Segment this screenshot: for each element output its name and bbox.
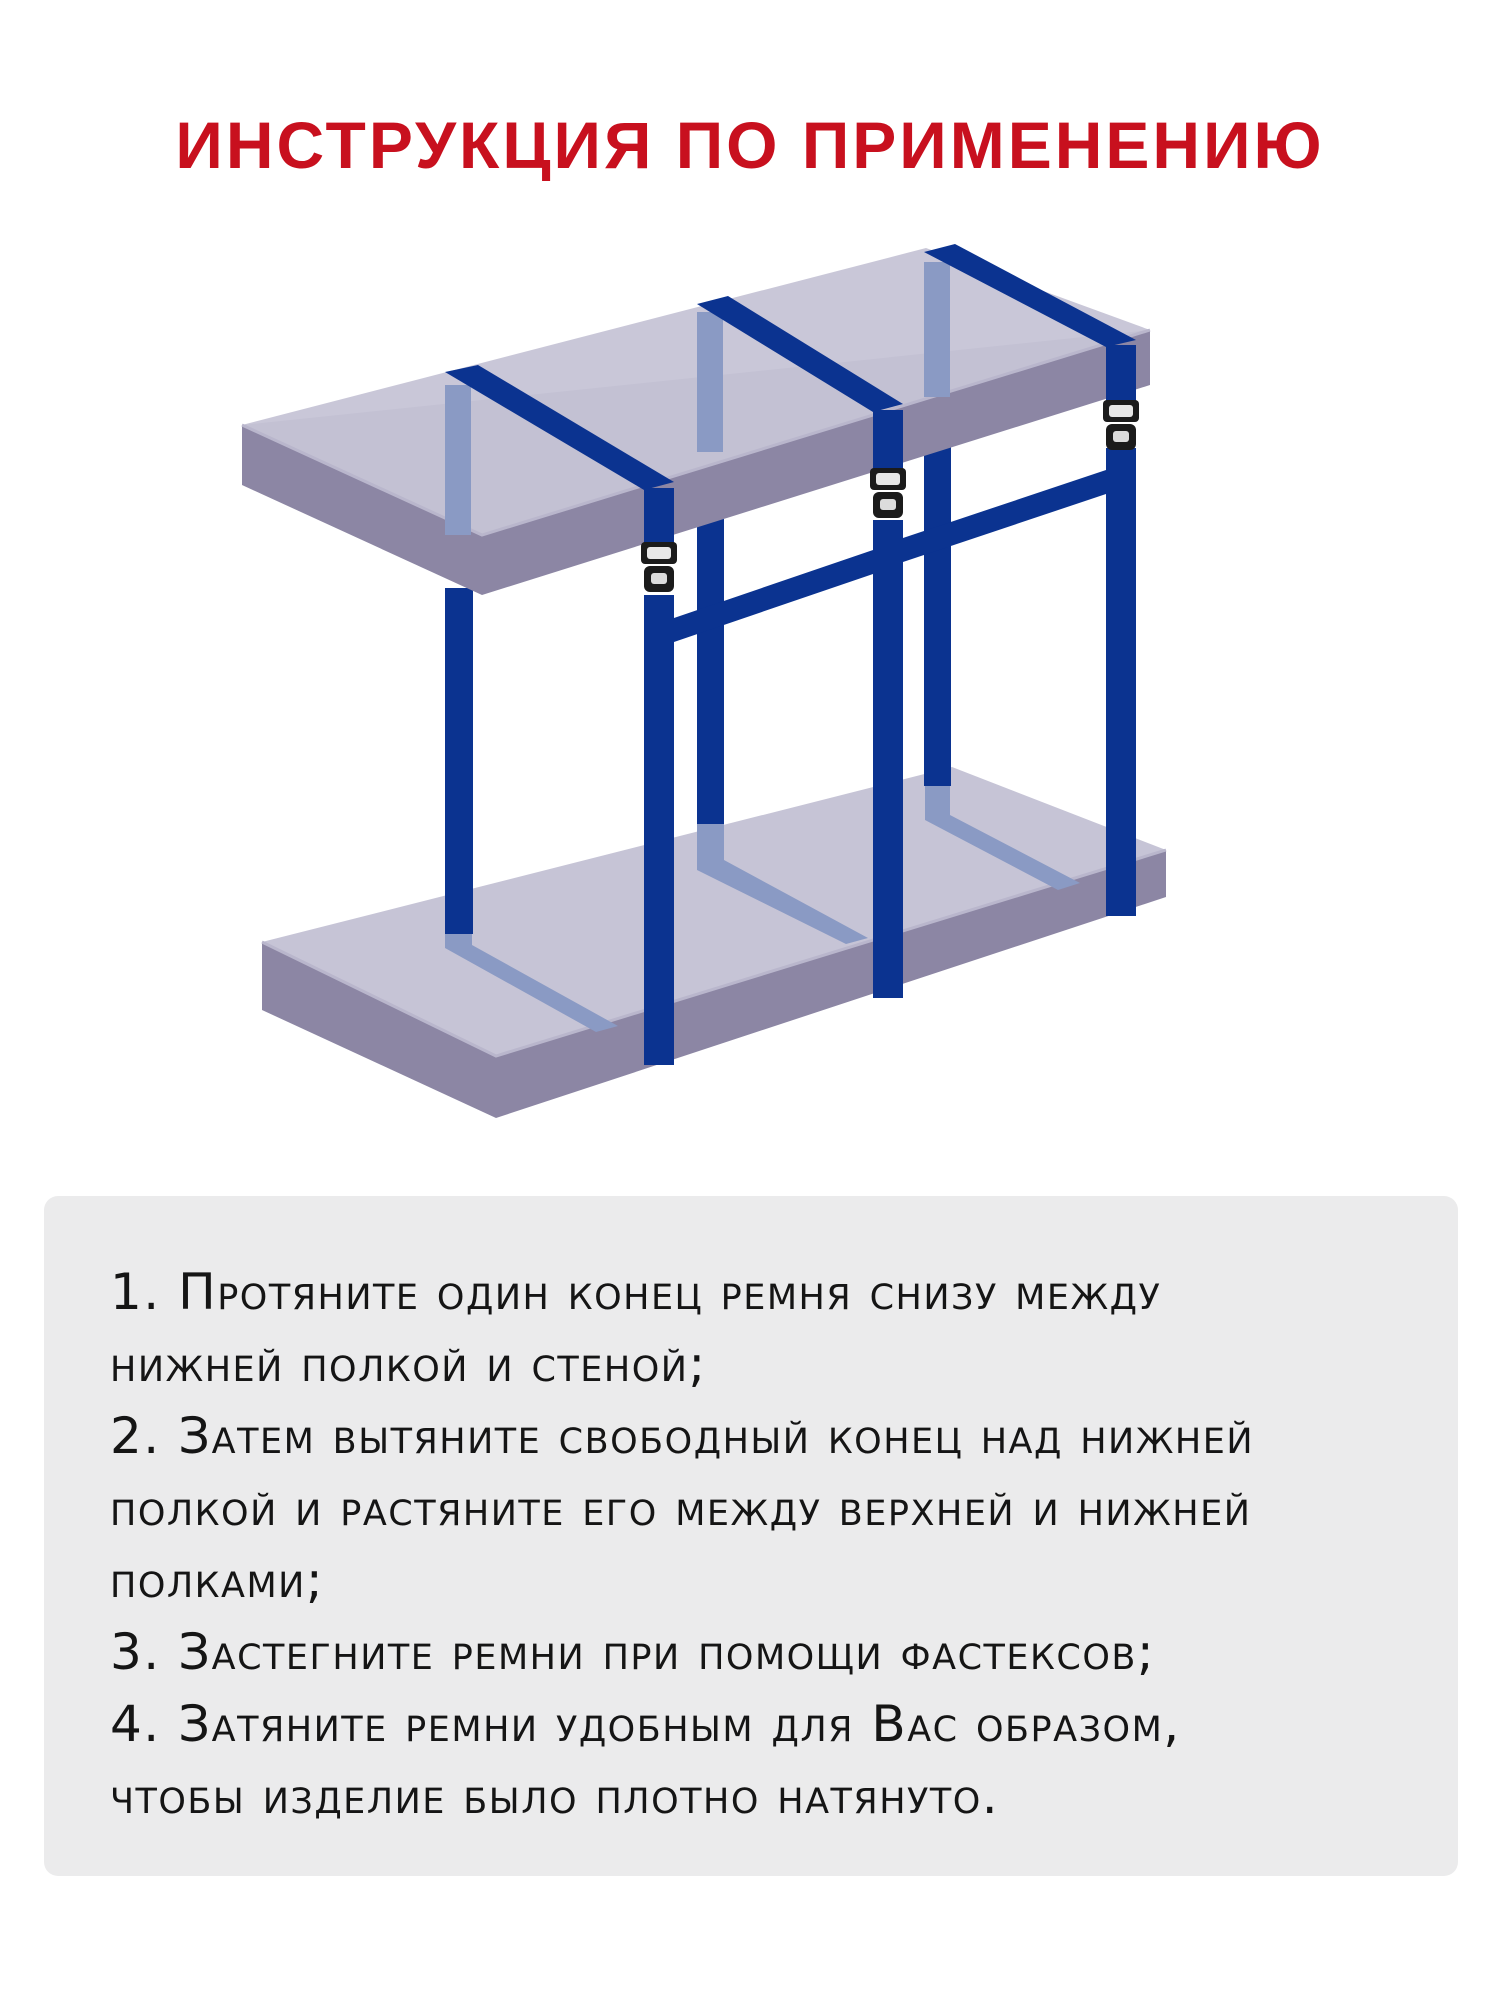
page-title: ИНСТРУКЦИЯ ПО ПРИМЕНЕНИЮ <box>175 108 1325 182</box>
instruction-line: 2. Затем вытяните свободный конец над нижней <box>110 1407 1255 1465</box>
instruction-line: чтобы изделие было плотно натянуто. <box>110 1767 1000 1825</box>
instruction-line: 4. Затяните ремни удобным для Вас образом, <box>110 1695 1181 1753</box>
instruction-line: нижней полкой и стеной; <box>110 1335 707 1393</box>
instruction-line: 3. Застегните ремни при помощи фастексов; <box>110 1623 1156 1681</box>
instruction-line: полкой и растяните его между верхней и нижней <box>110 1479 1252 1537</box>
upper-shelf <box>242 248 1150 595</box>
shelf-strap-diagram-icon <box>0 200 1500 1150</box>
instructions-panel <box>44 1196 1458 1876</box>
instruction-line: 1. Протяните один конец ремня снизу между <box>110 1263 1162 1321</box>
instruction-line: полками; <box>110 1551 325 1609</box>
shelf-strap-illustration <box>0 200 1500 1150</box>
